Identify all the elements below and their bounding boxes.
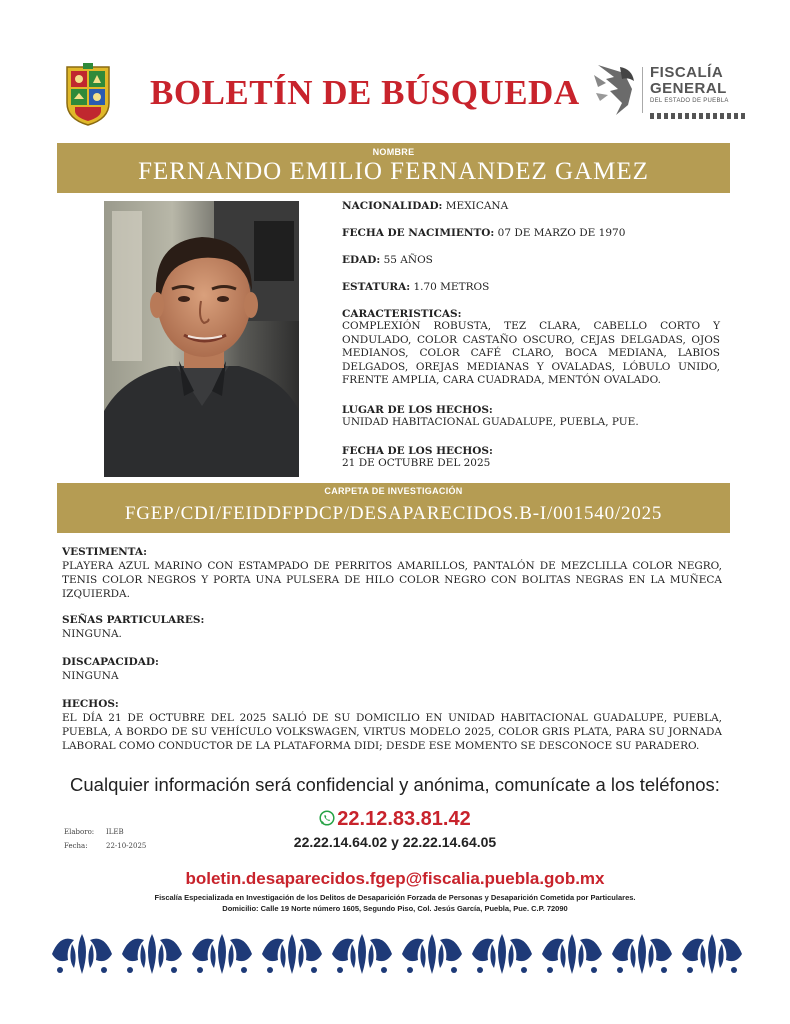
contact-call-to-action: Cualquier información será confidencial y anónima, comunícate a los teléfonos: xyxy=(70,774,720,795)
decorative-pattern-strip xyxy=(650,113,746,119)
person-name: FERNANDO EMILIO FERNANDEZ GAMEZ xyxy=(138,158,649,185)
elaboro-label: Elaboro: xyxy=(64,828,95,836)
birthdate-value: 07 DE MARZO DE 1970 xyxy=(497,227,626,239)
nationality-label: NACIONALIDAD: xyxy=(342,200,443,212)
footer-address-line: Domicilio: Calle 19 Norte número 1605, Segundo Piso, Col. Jesús García, Puebla, Pue. C.P. 72090 xyxy=(222,904,568,913)
fiscalia-wordmark xyxy=(650,65,729,104)
elaboro-value: ILEB xyxy=(106,828,124,836)
clothing-section xyxy=(62,546,722,601)
location-block xyxy=(342,404,720,428)
missing-person-photo xyxy=(104,201,299,477)
person-photo-illustration xyxy=(104,201,299,477)
event-date-block xyxy=(342,445,720,469)
agency-line-2: GENERAL xyxy=(650,80,727,97)
contact-email-link[interactable]: boletin.desaparecidos.fgep@fiscalia.puebla.gob.mx xyxy=(185,869,605,888)
facts-value: EL DÍA 21 DE OCTUBRE DEL 2025 SALIÓ DE SU DOMICILIO EN UNIDAD HABITACIONAL GUADALUPE, PUEBLA, PUEBLA, A BORDO DE SU VEHÍCULO VOLKSWAGEN, VIRTUS MODELO 2025, COLOR GRIS PLATA, PARA SU JORNADA LABORAL COMO CONDUCTOR DE LA PLATAFORMA DIDI; DESDE ESE MOMENTO SE DESCONOCE SU PARADERO. xyxy=(62,712,722,752)
facts-label: HECHOS: xyxy=(62,698,119,710)
age-row xyxy=(342,254,433,266)
header xyxy=(0,55,790,135)
other-phone-numbers[interactable]: 22.22.14.64.02 y 22.22.14.64.05 xyxy=(293,834,497,850)
event-date-label: FECHA DE LOS HECHOS: xyxy=(342,445,493,457)
case-file-band xyxy=(57,483,730,533)
footer-agency-line: Fiscalía Especializada en Investigación de los Delitos de Desaparición Forzada de Personas y Desaparición Cometida por Particulares. xyxy=(154,893,636,902)
event-date-value: 21 DE OCTUBRE DEL 2025 xyxy=(342,457,491,469)
disability-label: DISCAPACIDAD: xyxy=(62,656,159,668)
clothing-value: PLAYERA AZUL MARINO CON ESTAMPADO DE PERRITOS AMARILLOS, PANTALÓN DE MEZCLILLA COLOR NEGRO, TENIS COLOR NEGROS Y PORTA UNA PULSERA DE HILO COLOR NEGRO CON BOLITAS NEGRAS EN LA MUÑECA IZQUIERDA. xyxy=(62,560,722,600)
whatsapp-phone-number[interactable]: 22.12.83.81.42 xyxy=(337,808,471,830)
fecha-label: Fecha: xyxy=(64,842,88,850)
location-label: LUGAR DE LOS HECHOS: xyxy=(342,404,493,416)
clothing-label: VESTIMENTA: xyxy=(62,546,147,558)
eagle-icon xyxy=(592,59,640,119)
marks-label: SEÑAS PARTICULARES: xyxy=(62,614,205,626)
birthdate-row xyxy=(342,227,625,239)
marks-section xyxy=(62,614,722,641)
height-value: 1.70 METROS xyxy=(413,281,490,293)
agency-line-1: FISCALÍA xyxy=(650,64,724,81)
name-label: NOMBRE xyxy=(372,147,415,157)
height-label: ESTATURA: xyxy=(342,281,411,293)
whatsapp-icon xyxy=(319,810,335,826)
characteristics-block xyxy=(342,308,720,388)
fiscalia-logo xyxy=(592,59,752,129)
case-file-label: CARPETA DE INVESTIGACIÓN xyxy=(324,486,463,496)
document-meta xyxy=(64,828,146,856)
disability-value: NINGUNA xyxy=(62,670,119,682)
logo-divider xyxy=(642,67,643,113)
case-file-number: FGEP/CDI/FEIDDFPDCP/DESAPARECIDOS.B-I/001540/2025 xyxy=(124,503,663,524)
disability-section xyxy=(62,656,722,683)
puebla-state-seal xyxy=(63,63,113,127)
birthdate-label: FECHA DE NACIMIENTO: xyxy=(342,227,495,239)
nationality-row xyxy=(342,200,508,212)
facts-section xyxy=(62,698,722,753)
name-band xyxy=(57,143,730,193)
nationality-value: MEXICANA xyxy=(445,200,509,212)
characteristics-value: COMPLEXIÓN ROBUSTA, TEZ CLARA, CABELLO CORTO Y ONDULADO, COLOR CASTAÑO OSCURO, CEJAS DELGADAS, OJOS MEDIANOS, COLOR CAFÉ CLARO, BOCA MEDIANA, LABIOS DELGADOS, OREJAS MEDIANAS Y OVALADAS, LÓBULO UNIDO, FRENTE AMPLIA, CARA CUADRADA, MENTÓN OVALADO. xyxy=(342,320,720,387)
height-row xyxy=(342,281,489,293)
agency-line-3: DEL ESTADO DE PUEBLA xyxy=(650,98,729,104)
fecha-row xyxy=(64,842,146,856)
characteristics-label: CARACTERISTICAS: xyxy=(342,308,462,320)
age-value: 55 AÑOS xyxy=(383,254,433,266)
age-label: EDAD: xyxy=(342,254,381,266)
marks-value: NINGUNA. xyxy=(62,628,122,640)
bulletin-title: BOLETÍN DE BÚSQUEDA xyxy=(150,73,580,112)
fecha-value: 22-10-2025 xyxy=(106,842,147,850)
elaboro-row xyxy=(64,828,146,842)
talavera-decorative-border xyxy=(52,930,742,978)
location-value: UNIDAD HABITACIONAL GUADALUPE, PUEBLA, PUE. xyxy=(342,416,639,428)
